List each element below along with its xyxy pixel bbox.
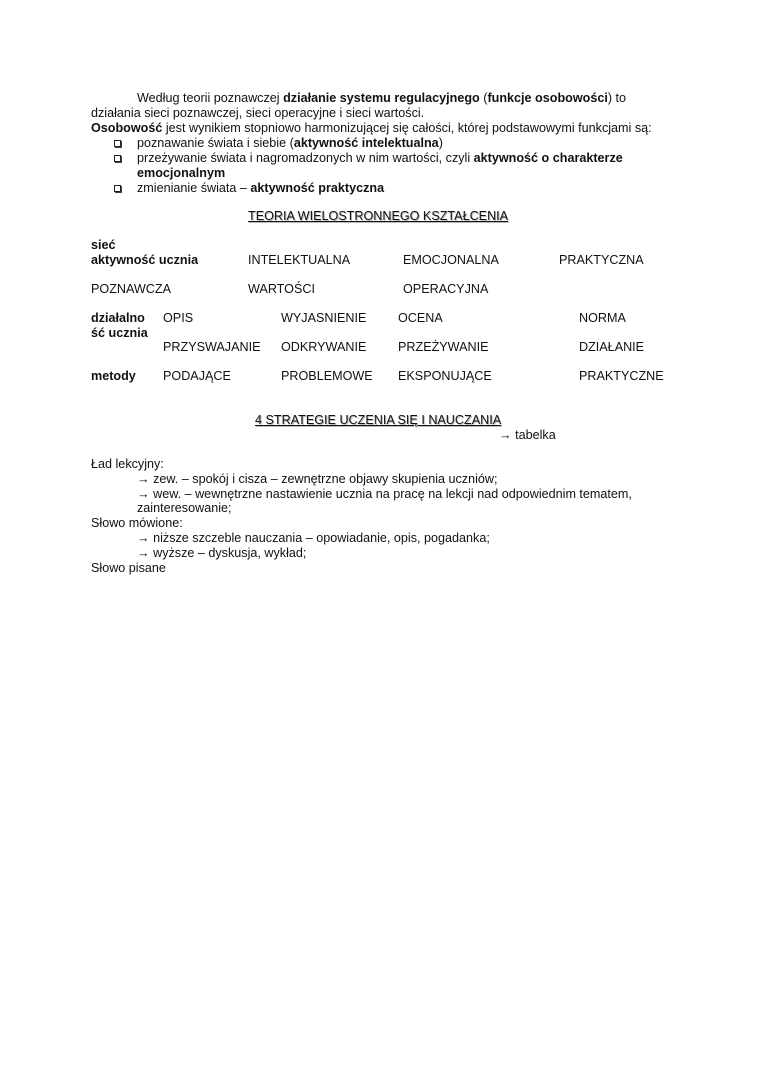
row-label <box>91 238 116 253</box>
row-label-text: sieć <box>91 238 116 252</box>
intro-line-3 <box>91 121 652 136</box>
table-cell: ODKRYWANIE <box>281 340 367 354</box>
table-cell: WARTOŚCI <box>248 282 315 296</box>
intro-text: ( <box>479 91 488 105</box>
row-label <box>91 311 145 326</box>
bullet-icon <box>114 155 121 162</box>
table-cell: PRZYSWAJANIE <box>163 340 261 354</box>
table-cell: PRAKTYCZNA <box>559 253 644 267</box>
table-cell: OPIS <box>163 311 194 325</box>
bullet-bold: emocjonalnym <box>137 166 226 180</box>
bullet-item <box>137 151 623 166</box>
table-cell: INTELEKTUALNA <box>248 253 351 267</box>
bullet-text: poznawanie świata i siebie ( <box>137 136 294 150</box>
note-item: → zew. – spokój i cisza – zewnętrzne objawy skupienia uczniów; <box>137 472 498 486</box>
intro-line-2: działania sieci poznawczej, sieci operacyjne i sieci wartości. <box>91 106 425 120</box>
table-cell: PRZEŻYWANIE <box>398 340 489 354</box>
table-cell: EMOCJONALNA <box>403 253 499 267</box>
intro-text: jest wynikiem stopniowo harmonizującej się całości, której podstawowymi funkcjami są: <box>162 121 652 135</box>
bullet-text: przeżywanie świata i nagromadzonych w nim wartości, czyli <box>137 151 474 165</box>
table-cell: WYJASNIENIE <box>281 311 367 325</box>
note-item: → wew. – wewnętrzne nastawienie ucznia na pracę na lekcji nad odpowiednim tematem, <box>137 487 632 501</box>
bullet-bold: aktywność praktyczna <box>250 181 385 195</box>
table-cell: OPERACYJNA <box>403 282 489 296</box>
bullet-text: ) <box>438 136 443 150</box>
bullet-item <box>137 136 443 151</box>
bullet-bold: aktywność intelektualna <box>293 136 439 150</box>
row-label-text: aktywność ucznia <box>91 253 199 267</box>
section-heading: 4 STRATEGIE UCZENIA SIĘ I NAUCZANIA <box>255 413 502 427</box>
note-item-continuation: zainteresowanie; <box>137 501 232 515</box>
table-cell: POZNAWCZA <box>91 282 171 296</box>
bullet-bold: aktywność o charakterze <box>473 151 623 165</box>
intro-text: ) to <box>607 91 627 105</box>
bullet-text: zmienianie świata – <box>137 181 251 195</box>
row-label-text: działalno <box>91 311 145 325</box>
osobowosc-term: Osobowość <box>91 121 163 135</box>
bullet-item <box>137 181 384 196</box>
note-heading: Ład lekcyjny: <box>91 457 164 471</box>
note-heading: Słowo pisane <box>91 561 166 575</box>
table-cell: OCENA <box>398 311 443 325</box>
row-label <box>91 326 148 341</box>
bullet-icon <box>114 140 121 147</box>
note-item: → wyższe – dyskusja, wykład; <box>137 546 307 560</box>
section-heading: TEORIA WIELOSTRONNEGO KSZTAŁCENIA <box>248 209 509 223</box>
table-cell: PRAKTYCZNE <box>579 369 664 383</box>
table-cell: PODAJĄCE <box>163 369 231 383</box>
row-label <box>91 253 198 268</box>
row-label-text: ść ucznia <box>91 326 148 340</box>
table-cell: PROBLEMOWE <box>281 369 373 383</box>
bullet-icon <box>114 185 121 192</box>
note-item: → niższe szczeble nauczania – opowiadanie, opis, pogadanka; <box>137 531 490 545</box>
tabelka-note: → tabelka <box>499 428 556 442</box>
row-label <box>91 369 136 384</box>
note-heading: Słowo mówione: <box>91 516 183 530</box>
table-cell: EKSPONUJĄCE <box>398 369 492 383</box>
row-label-text: metody <box>91 369 136 383</box>
table-cell: NORMA <box>579 311 626 325</box>
intro-bold-term: funkcje osobowości <box>487 91 608 105</box>
table-cell: DZIAŁANIE <box>579 340 645 354</box>
intro-text: Według teorii poznawczej <box>137 91 284 105</box>
intro-line-1 <box>137 91 626 106</box>
intro-bold-term: działanie systemu regulacyjnego <box>283 91 480 105</box>
bullet-item-continuation <box>137 166 225 181</box>
